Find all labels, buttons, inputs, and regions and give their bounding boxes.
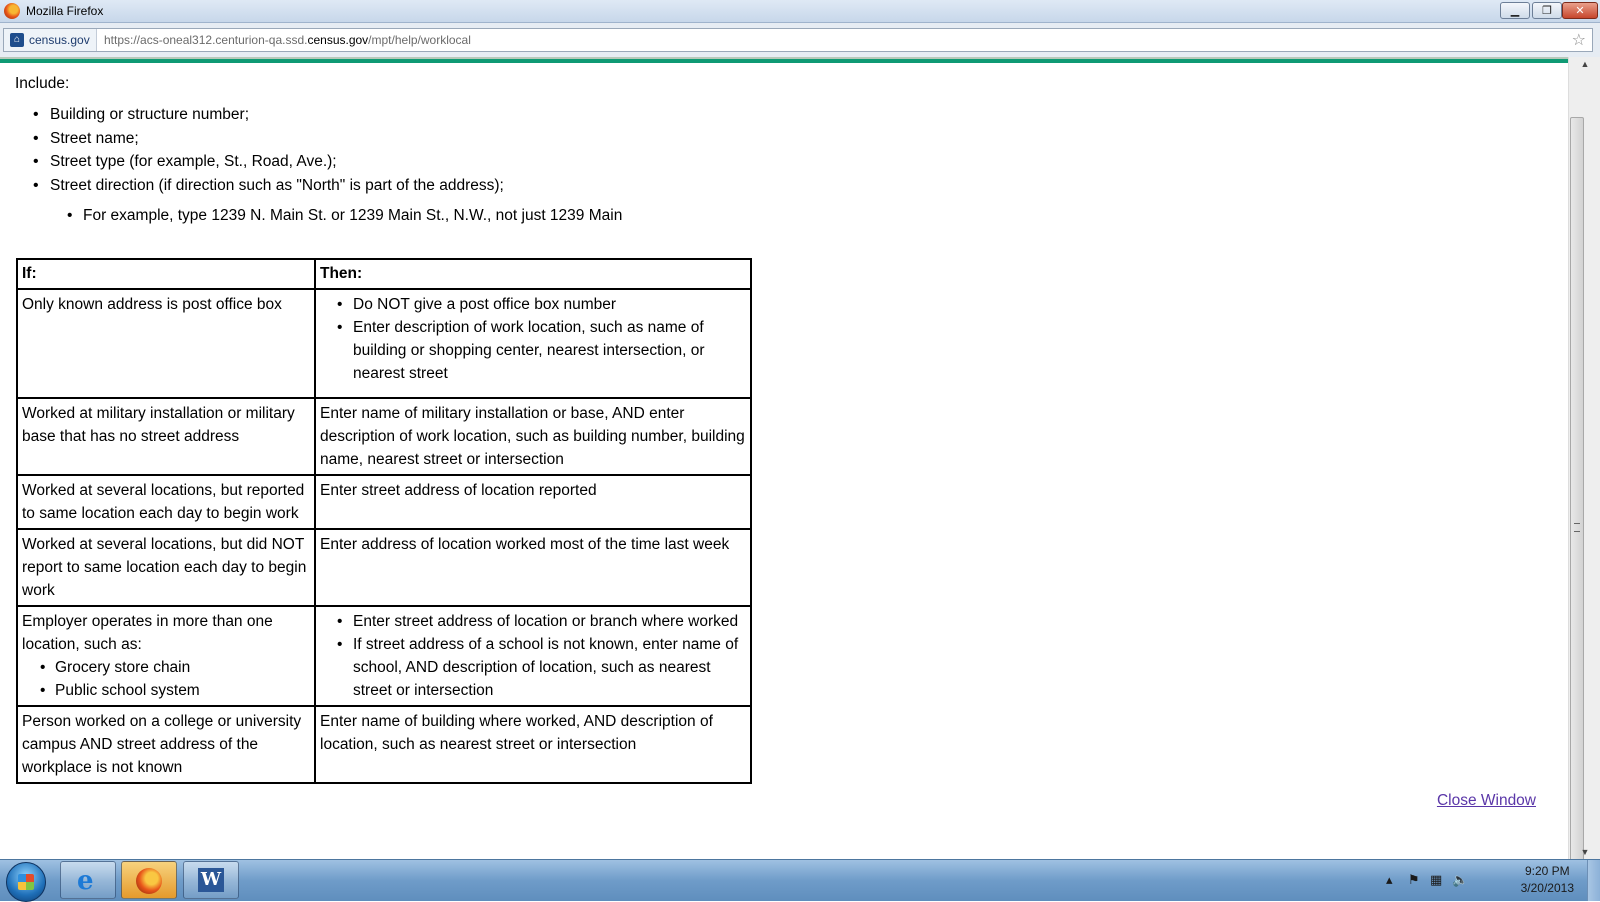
clock-date: 3/20/2013: [1520, 881, 1574, 895]
clock-time: 9:20 PM: [1524, 864, 1570, 878]
list-item: • Do NOT give a post office box number: [320, 293, 746, 316]
url-bar[interactable]: [3, 28, 1593, 52]
table-row: [17, 398, 751, 475]
taskbar-word[interactable]: [183, 861, 239, 899]
windows-logo-icon: [18, 874, 34, 890]
show-desktop-button[interactable]: [1587, 860, 1600, 901]
url-suffix: /mpt/help/worklocal: [368, 33, 471, 47]
table-row: [17, 606, 751, 706]
url-text[interactable]: [104, 33, 471, 47]
then-cell: [315, 606, 751, 706]
list-item: • Street name;: [15, 127, 504, 151]
then-cell: Enter address of location worked most of the time last week: [315, 529, 751, 606]
header-if: If:: [17, 259, 315, 289]
scroll-up-arrow-icon[interactable]: ▲: [1580, 59, 1590, 69]
list-item: • Street direction (if direction such as "North" is part of the address);: [15, 174, 504, 198]
list-item: • Public school system: [22, 679, 310, 702]
taskbar-firefox[interactable]: [121, 861, 177, 899]
table-header-row: [17, 259, 751, 289]
if-cell: Worked at several locations, but reported to same location each day to begin work: [17, 475, 315, 529]
if-text: Employer operates in more than one location, such as:: [22, 613, 273, 653]
taskbar: [0, 859, 1600, 901]
list-item: • Enter description of work location, such as name of building or shopping center, nearest intersection, or nearest street: [320, 316, 746, 385]
if-cell: Person worked on a college or university campus AND street address of the workplace is not known: [17, 706, 315, 783]
navigation-bar: [0, 23, 1600, 58]
site-identity-button[interactable]: [4, 29, 97, 51]
table-row: [17, 289, 751, 398]
restore-button[interactable]: ❐: [1532, 2, 1562, 19]
url-domain: census.gov: [307, 33, 369, 47]
then-list: [320, 610, 746, 702]
then-list: [320, 293, 746, 385]
then-cell: Enter street address of location reported: [315, 475, 751, 529]
start-button[interactable]: [6, 862, 46, 902]
network-icon[interactable]: ▦: [1430, 872, 1443, 887]
volume-icon[interactable]: 🔈: [1452, 872, 1469, 887]
then-cell: Enter name of military installation or base, AND enter description of work location, such as building number, building name, nearest street or intersection: [315, 398, 751, 475]
word-icon: W: [198, 868, 224, 892]
list-item: • If street address of a school is not known, enter name of school, AND description of location, such as nearest street or intersection: [320, 633, 746, 702]
show-hidden-icons-icon[interactable]: ▴: [1386, 872, 1393, 887]
list-item: • Enter street address of location or branch where worked: [320, 610, 746, 633]
if-cell: Worked at military installation or military base that has no street address: [17, 398, 315, 475]
include-label: Include:: [15, 75, 70, 92]
minimize-button[interactable]: ▁: [1500, 2, 1530, 19]
table-row: [17, 475, 751, 529]
system-tray: [1380, 860, 1600, 901]
scrollbar-grip-icon: [1574, 523, 1580, 532]
close-window-link[interactable]: Close Window: [1436, 792, 1536, 809]
if-cell: Only known address is post office box: [17, 289, 315, 398]
if-cell: Worked at several locations, but did NOT report to same location each day to begin work: [17, 529, 315, 606]
if-cell: [17, 606, 315, 706]
firefox-icon: [136, 868, 162, 894]
list-item: • Grocery store chain: [22, 656, 310, 679]
then-cell: Enter name of building where worked, AND description of location, such as nearest street or intersection: [315, 706, 751, 783]
include-list: [15, 103, 504, 197]
bookmark-star-icon[interactable]: ☆: [1571, 32, 1586, 49]
site-identity-label: census.gov: [29, 33, 90, 47]
table-row: [17, 706, 751, 783]
table-row: [17, 529, 751, 606]
window-title-bar[interactable]: [0, 0, 1600, 23]
example-item: • For example, type 1239 N. Main St. or 1239 Main St., N.W., not just 1239 Main: [63, 204, 622, 227]
vertical-scrollbar[interactable]: [1568, 57, 1600, 859]
scrollbar-thumb[interactable]: [1570, 117, 1584, 879]
url-prefix: https://acs-oneal312.centurion-qa.ssd.: [104, 33, 308, 47]
taskbar-internet-explorer[interactable]: [60, 861, 116, 899]
internet-explorer-icon: e: [77, 866, 94, 896]
scroll-down-arrow-icon[interactable]: ▼: [1580, 847, 1590, 857]
header-then: Then:: [315, 259, 751, 289]
page-content: [0, 63, 1568, 859]
list-item: • Street type (for example, St., Road, Ave.);: [15, 150, 504, 174]
close-window-button[interactable]: ✕: [1562, 2, 1598, 19]
action-center-flag-icon[interactable]: ⚑: [1408, 872, 1420, 887]
list-item: • Building or structure number;: [15, 103, 504, 127]
firefox-logo-icon: [4, 3, 20, 19]
work-location-rules-table: [16, 258, 752, 784]
system-clock[interactable]: [1521, 863, 1574, 897]
window-title: Mozilla Firefox: [26, 4, 104, 18]
site-favicon-icon: ⌂: [10, 33, 24, 47]
if-list: [22, 656, 310, 702]
then-cell: [315, 289, 751, 398]
